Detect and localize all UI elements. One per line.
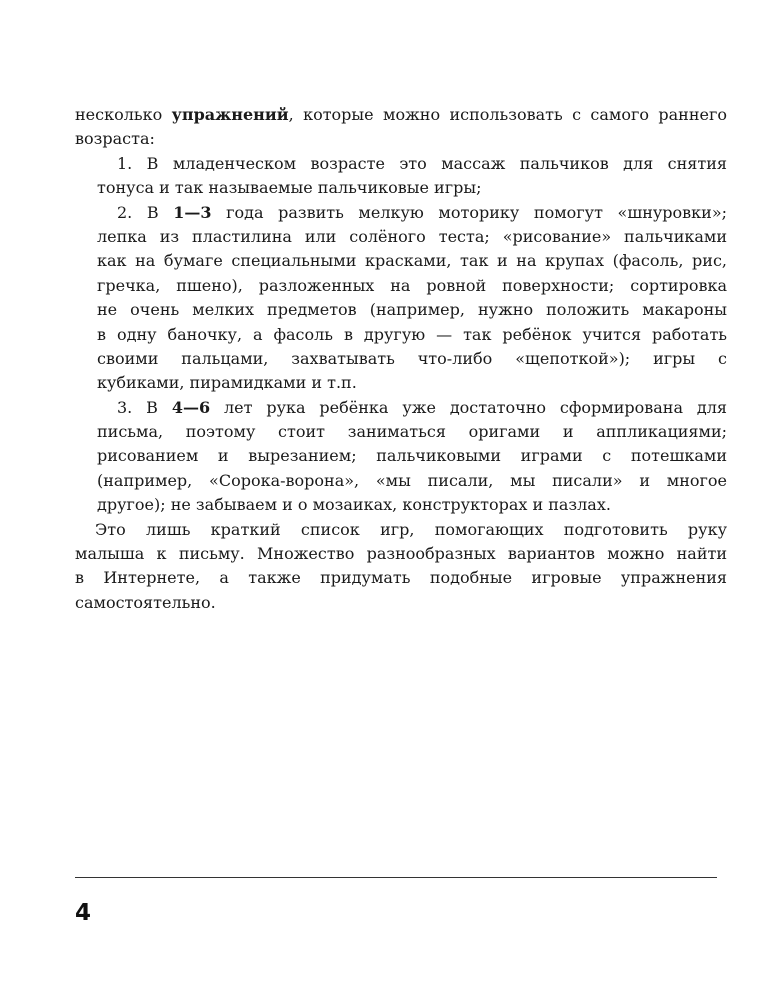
text-line xyxy=(97,396,727,420)
text-line: другое); не забываем и о мозаиках, конструкторах и пазлах. xyxy=(97,495,611,515)
bold-age: 1—3 xyxy=(173,202,212,222)
text-span: лет рука ребёнка уже достаточно сформирована для xyxy=(210,397,728,417)
text-line: своими пальцами, захватывать что-либо «щепоткой»); игры с xyxy=(97,348,727,368)
text-line: (например, «Сорока-ворона», «мы писали, мы писали» и многое xyxy=(97,470,727,490)
text-line: Это лишь краткий список игр, помогающих подготовить руку xyxy=(95,519,727,539)
text-line: лепка из пластилина или солёного теста; «рисование» пальчиками xyxy=(97,226,727,246)
text-line: в Интернете, а также придумать подобные игровые упражнения xyxy=(75,568,727,588)
closing-paragraph xyxy=(75,518,727,616)
body-text xyxy=(75,103,727,615)
text-line xyxy=(97,201,727,225)
text-line: малыша к письму. Множество разнообразных вариантов можно найти xyxy=(75,544,727,564)
text-line: самостоятельно. xyxy=(75,592,216,612)
text-span: , которые можно использовать с самого раннего xyxy=(288,105,727,124)
list-item-2 xyxy=(75,201,727,396)
bold-term: упражнений xyxy=(171,105,289,124)
text-line: возраста: xyxy=(75,129,155,149)
bold-age: 4—6 xyxy=(171,397,211,417)
footer-divider xyxy=(75,877,717,878)
text-line: тонуса и так называемые пальчиковые игры; xyxy=(97,178,482,198)
text-line: письма, поэтому стоит заниматься оригами и аппликациями; xyxy=(97,422,727,442)
text-span: года развить мелкую моторику помогут «шнуровки»; xyxy=(211,202,727,222)
text-line: рисованием и вырезанием; пальчиковыми играми с потешками xyxy=(97,446,727,466)
text-span: несколько xyxy=(75,105,172,124)
text-line: не очень мелких предметов (например, нужно положить макароны xyxy=(97,300,727,320)
text-line: как на бумаге специальными красками, так и на крупах (фасоль, рис, xyxy=(97,251,727,271)
text-line: в одну баночку, а фасоль в другую — так ребёнок учится работать xyxy=(97,324,727,344)
list-item-3 xyxy=(75,396,727,518)
text-span: 2. В xyxy=(117,202,174,222)
intro-paragraph xyxy=(75,103,727,152)
text-line: 1. В младенческом возрасте это массаж пальчиков для снятия xyxy=(117,153,727,173)
text-line: кубиками, пирамидками и т.п. xyxy=(97,373,357,393)
list-item-1 xyxy=(75,152,727,201)
text-line xyxy=(75,103,727,127)
text-span: 3. В xyxy=(117,397,172,417)
text-line: гречка, пшено), разложенных на ровной поверхности; сортировка xyxy=(97,275,727,295)
page-number: 4 xyxy=(75,900,92,926)
